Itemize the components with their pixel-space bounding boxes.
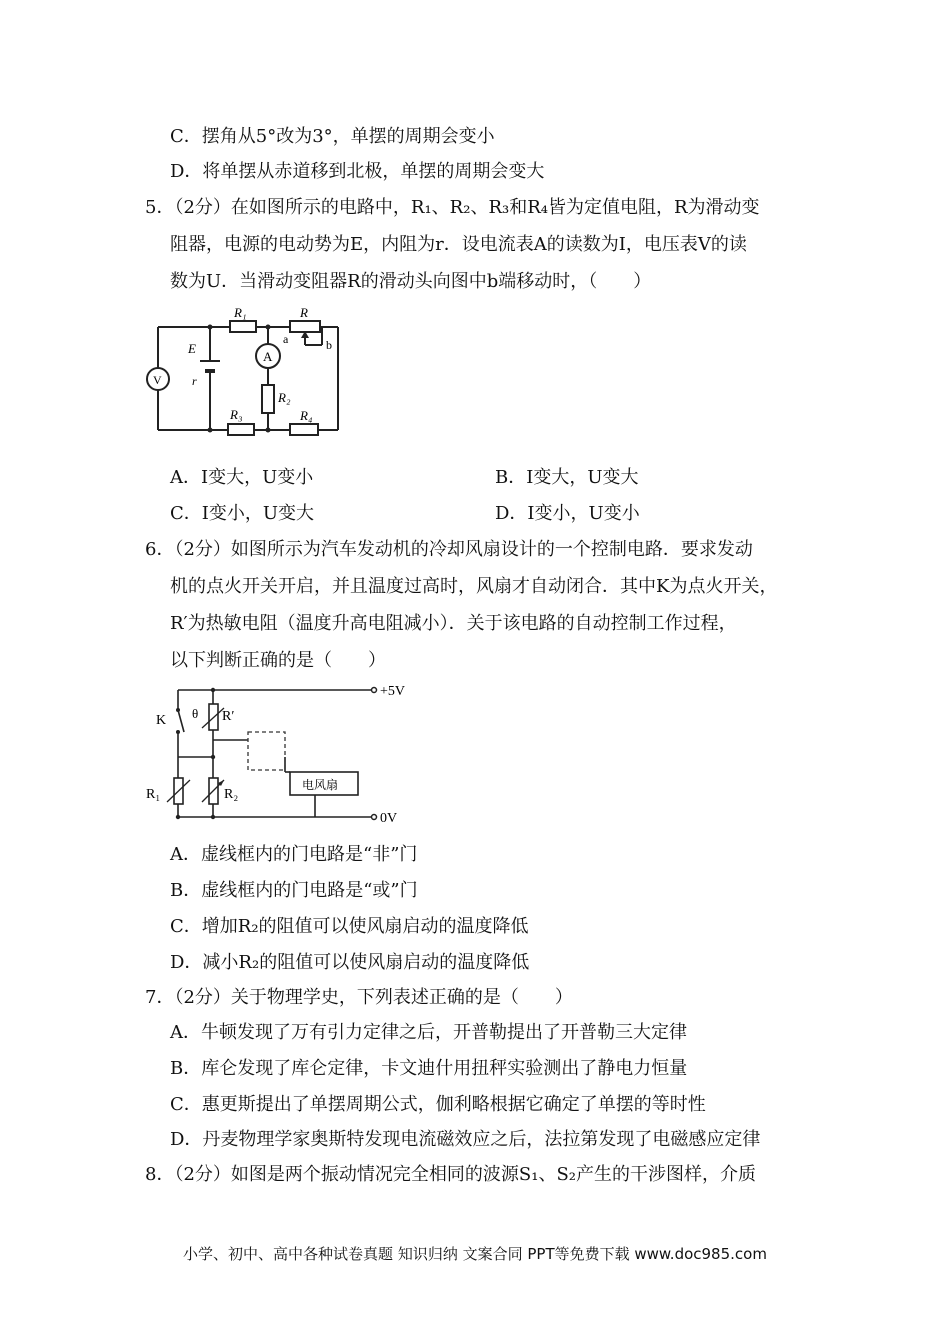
q6-stem-line3: R′为热敏电阻（温度升高电阻减小）．关于该电路的自动控制工作过程， [170,613,737,634]
label-b: b [326,338,332,352]
label-r2: R₂ [224,787,239,802]
q7-stem: 7．（2分）关于物理学史，下列表述正确的是（ ） [145,987,573,1008]
q6-stem-line2: 机的点火开关开启，并且温度过高时，风扇才自动闭合．其中K为点火开关， [170,576,778,597]
q7-option-b: B．库仑发现了库仑定律，卡文迪什用扭秤实验测出了静电力恒量 [170,1058,688,1079]
label-r1: R₁ [234,305,247,320]
label-r1: R₁ [146,787,161,802]
q5-stem-line1: 5．（2分）在如图所示的电路中，R₁、R₂、R₃和R₄皆为定值电阻，R为滑动变 [145,197,760,218]
label-rprime: R′ [222,709,235,724]
q5-stem-line2: 阻器，电源的电动势为E，内阻为r．设电流表A的读数为I，电压表V的读 [170,234,747,255]
label-ammeter: A [263,349,273,364]
label-r2: R₂ [278,390,291,405]
label-voltmeter: V [153,373,162,387]
q5-circuit-diagram [140,305,355,440]
q5-stem-line3: 数为U．当滑动变阻器R的滑动头向图中b端移动时，（ ） [170,271,652,292]
label-fan: 电风扇 [302,778,339,792]
q4-option-c: C．摆角从5°改为3°，单摆的周期会变小 [170,126,495,147]
q6-stem-line4: 以下判断正确的是（ ） [170,650,386,671]
label-r4: R₄ [300,408,313,423]
q5-option-b: B．I变大，U变大 [495,467,639,488]
q7-option-a: A．牛顿发现了万有引力定律之后，开普勒提出了开普勒三大定律 [170,1022,687,1043]
page-footer: 小学、初中、高中各种试卷真题 知识归纳 文案合同 PPT等免费下载 www.doc985.com [183,1245,767,1263]
q6-stem-line1: 6．（2分）如图所示为汽车发动机的冷却风扇设计的一个控制电路．要求发动 [145,539,753,560]
label-k: K [156,713,167,728]
label-r: R [300,305,308,320]
label-e: E [188,341,196,356]
q7-option-d: D．丹麦物理学家奥斯特发现电流磁效应之后，法拉第发现了电磁感应定律 [170,1129,761,1150]
q6-option-c: C．增加R₂的阻值可以使风扇启动的温度降低 [170,916,529,937]
label-r3: R₃ [230,407,243,422]
q5-option-a: A．I变大，U变小 [170,467,314,488]
q8-stem-line1: 8．（2分）如图是两个振动情况完全相同的波源S₁、S₂产生的干涉图样，介质 [145,1164,756,1185]
q6-option-d: D．减小R₂的阻值可以使风扇启动的温度降低 [170,952,530,973]
q7-option-c: C．惠更斯提出了单摆周期公式，伽利略根据它确定了单摆的等时性 [170,1094,706,1115]
q6-control-circuit-diagram [140,680,420,825]
label-zerov: 0V [380,811,398,825]
q6-option-a: A．虚线框内的门电路是“非”门 [170,844,418,865]
q5-option-d: D．I变小，U变小 [495,503,640,524]
label-r-internal: r [192,374,197,388]
q4-option-d: D．将单摆从赤道移到北极，单摆的周期会变大 [170,161,545,182]
label-a: a [283,332,289,346]
q5-option-c: C．I变小，U变大 [170,503,315,524]
label-plus5v: +5V [380,684,406,699]
q6-option-b: B．虚线框内的门电路是“或”门 [170,880,418,901]
label-theta: θ [192,706,199,721]
